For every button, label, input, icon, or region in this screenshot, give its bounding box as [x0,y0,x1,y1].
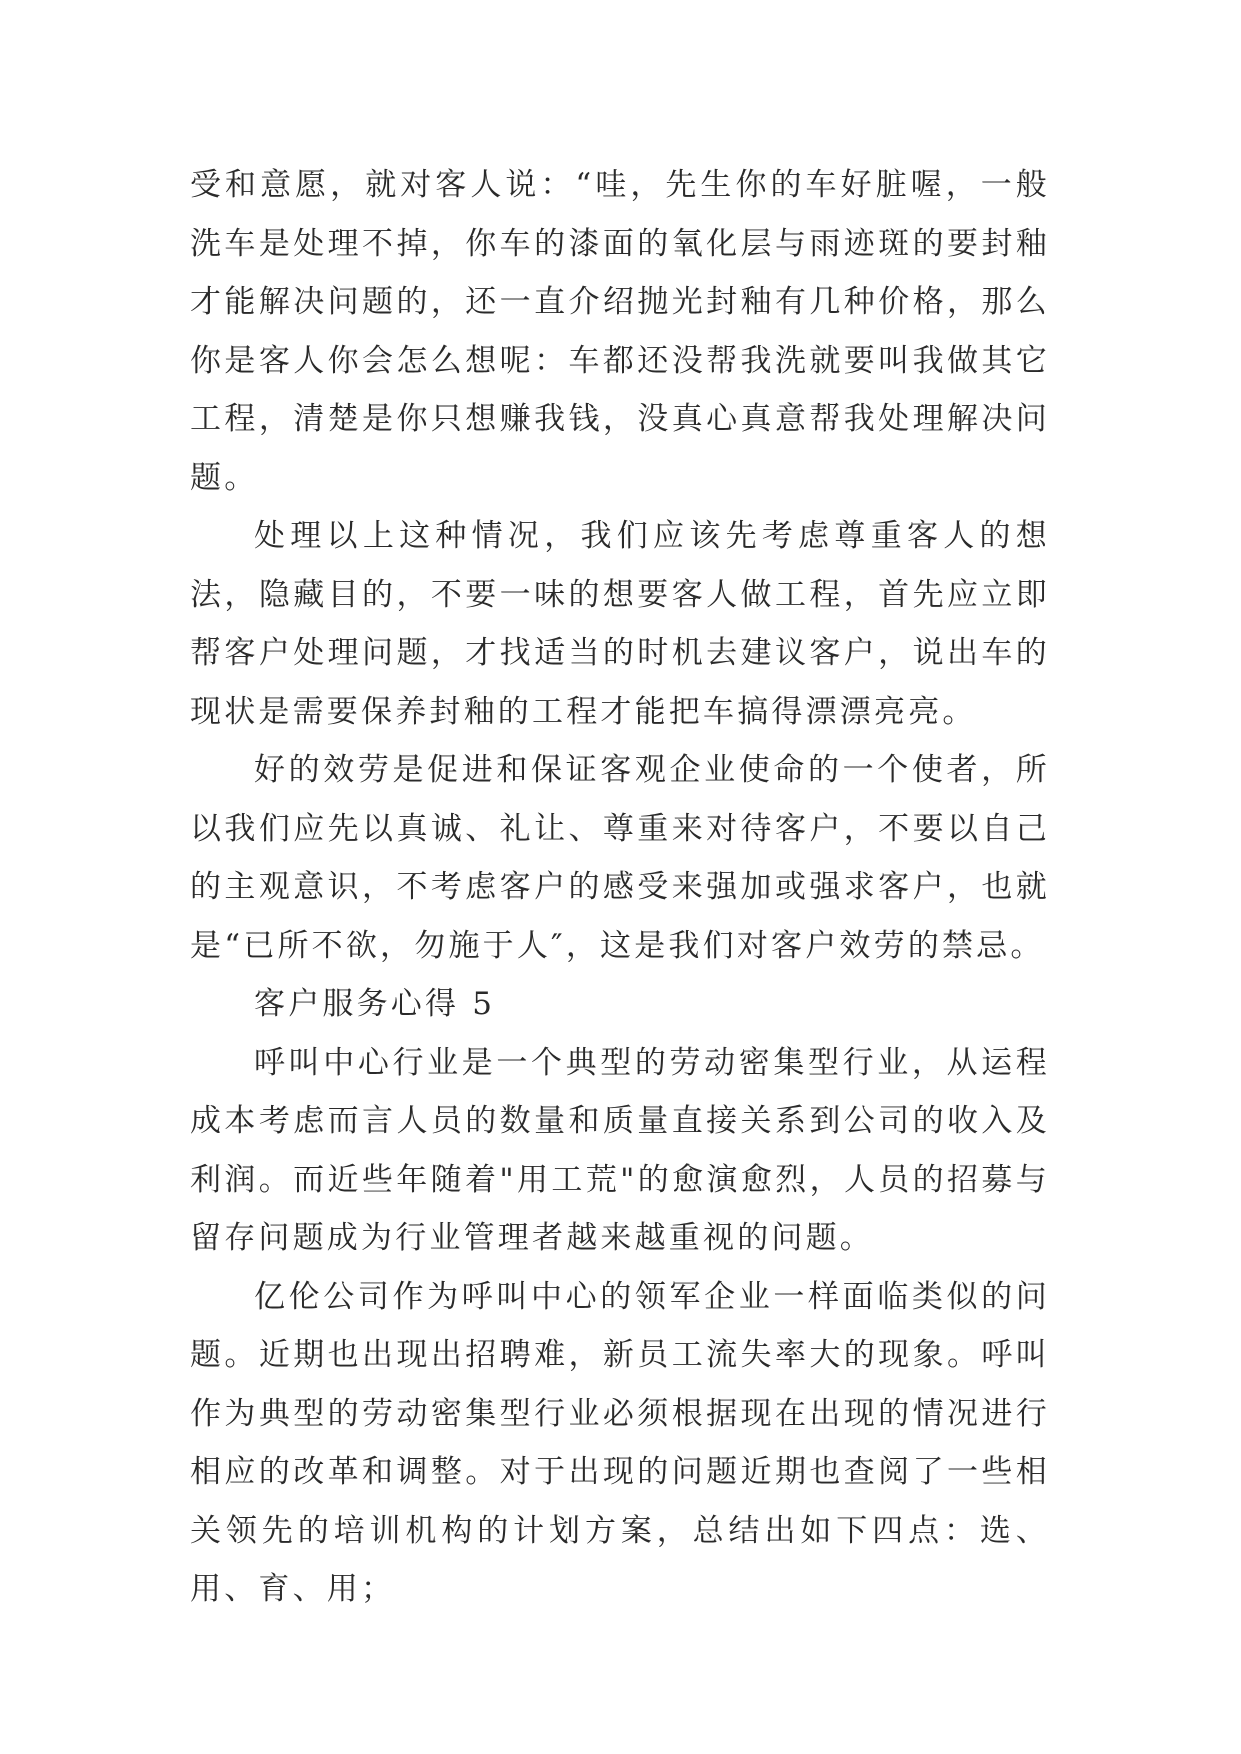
paragraph-company-issues: 亿伦公司作为呼叫中心的领军企业一样面临类似的问题。近期也出现出招聘难，新员工流失率大的现象。呼叫作为典型的劳动密集型行业必须根据现在出现的情况进行相应的改革和调整。对于出现的问题近期也查阅了一些相关领先的培训机构的计划方案，总结出如下四点：选、用、育、用； [190,1278,1050,1607]
section-heading: 客户服务心得 5 [254,986,496,1022]
document-body [190,156,1050,1619]
paragraph-good-service: 好的效劳是促进和保证客观企业使命的一个使者，所以我们应先以真诚、礼让、尊重来对待客户，不要以自己的主观意识，不考虑客户的感受来强加或强求客户，也就是“已所不欲，勿施于人″，这是我们对客户效劳的禁忌。 [190,752,1050,964]
paragraph-handling-advice: 处理以上这种情况，我们应该先考虑尊重客人的想法，隐藏目的，不要一味的想要客人做工程，首先应立即帮客户处理问题，才找适当的时机去建议客户，说出车的现状是需要保养封釉的工程才能把车搞得漂漂亮亮。 [190,518,1050,730]
paragraph-car-wash-example: 受和意愿，就对客人说：“哇，先生你的车好脏喔，一般洗车是处理不掉，你车的漆面的氧化层与雨迹斑的要封釉才能解决问题的，还一直介绍抛光封釉有几种价格，那么你是客人你会怎么想呢：车都还没帮我洗就要叫我做其它工程，清楚是你只想赚我钱，没真心真意帮我处理解决问题。 [190,167,1050,496]
paragraph-call-center-industry: 呼叫中心行业是一个典型的劳动密集型行业，从运程成本考虑而言人员的数量和质量直接关系到公司的收入及利润。而近些年随着"用工荒"的愈演愈烈，人员的招募与留存问题成为行业管理者越来越重视的问题。 [190,1044,1050,1256]
